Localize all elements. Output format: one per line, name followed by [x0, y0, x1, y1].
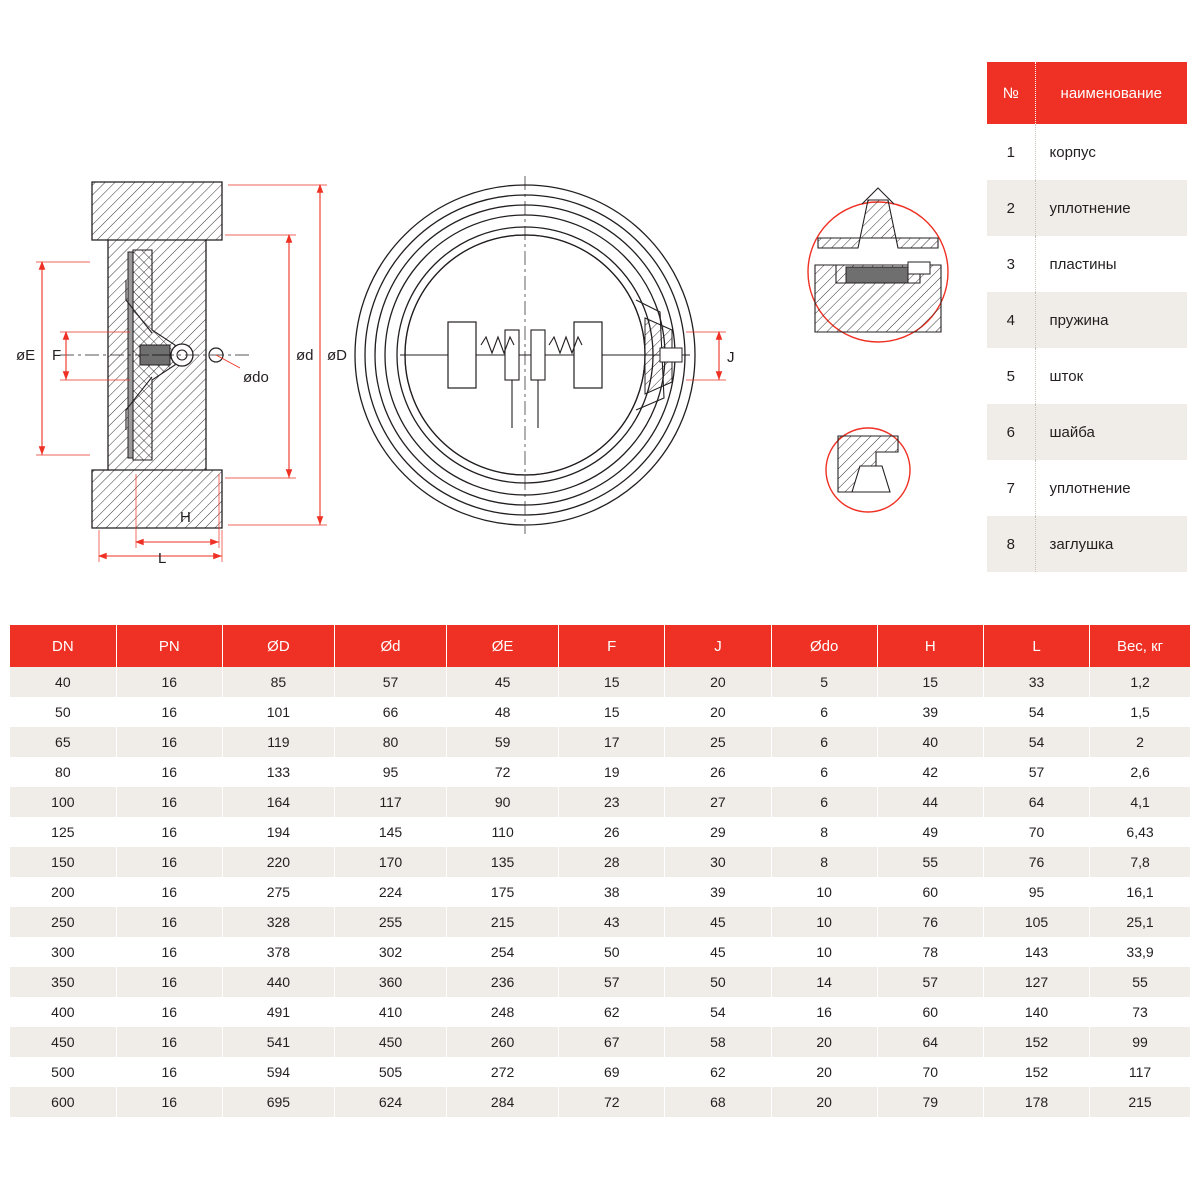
cell-pn: 16	[116, 907, 222, 937]
part-name: шток	[1035, 348, 1187, 404]
cell-l: 105	[983, 907, 1089, 937]
cell-od: 378	[222, 937, 334, 967]
cell-weight: 55	[1090, 967, 1190, 997]
cell-odsm: 117	[334, 787, 446, 817]
cell-odsm: 57	[334, 667, 446, 697]
cell-pn: 16	[116, 667, 222, 697]
cell-weight: 6,43	[1090, 817, 1190, 847]
cell-od: 194	[222, 817, 334, 847]
cell-od: 275	[222, 877, 334, 907]
cell-l: 140	[983, 997, 1089, 1027]
cell-weight: 7,8	[1090, 847, 1190, 877]
table-row	[10, 1027, 1190, 1057]
cell-h: 40	[877, 727, 983, 757]
cell-h: 39	[877, 697, 983, 727]
cell-odsm: 170	[334, 847, 446, 877]
cell-odsm: 505	[334, 1057, 446, 1087]
cell-l: 33	[983, 667, 1089, 697]
cell-weight: 4,1	[1090, 787, 1190, 817]
spec-header-row	[10, 625, 1190, 667]
part-name: корпус	[1035, 124, 1187, 180]
cell-f: 17	[559, 727, 665, 757]
cell-odo: 6	[771, 697, 877, 727]
table-row	[10, 967, 1190, 997]
cell-weight: 1,5	[1090, 697, 1190, 727]
cell-pn: 16	[116, 877, 222, 907]
spec-col-h: H	[877, 625, 983, 667]
cell-odo: 20	[771, 1057, 877, 1087]
cell-oe: 175	[447, 877, 559, 907]
cell-oe: 236	[447, 967, 559, 997]
part-num: 7	[987, 460, 1035, 516]
cell-od: 164	[222, 787, 334, 817]
cell-j: 20	[665, 667, 771, 697]
cell-h: 79	[877, 1087, 983, 1117]
cell-f: 23	[559, 787, 665, 817]
cell-od: 695	[222, 1087, 334, 1117]
spec-col-j: J	[665, 625, 771, 667]
cell-f: 43	[559, 907, 665, 937]
cell-j: 39	[665, 877, 771, 907]
part-name: пружина	[1035, 292, 1187, 348]
cell-dn: 200	[10, 877, 116, 907]
cell-h: 60	[877, 997, 983, 1027]
cell-oe: 284	[447, 1087, 559, 1117]
cell-l: 70	[983, 817, 1089, 847]
dimensions-spec-table	[10, 625, 1190, 1117]
cell-pn: 16	[116, 937, 222, 967]
cell-l: 76	[983, 847, 1089, 877]
cell-f: 69	[559, 1057, 665, 1087]
cell-pn: 16	[116, 727, 222, 757]
cell-h: 60	[877, 877, 983, 907]
cell-pn: 16	[116, 757, 222, 787]
parts-header-num: №	[987, 62, 1035, 124]
cell-dn: 600	[10, 1087, 116, 1117]
part-num: 8	[987, 516, 1035, 572]
cell-weight: 99	[1090, 1027, 1190, 1057]
cell-j: 62	[665, 1057, 771, 1087]
parts-legend-table	[987, 62, 1187, 572]
cell-dn: 400	[10, 997, 116, 1027]
part-name: заглушка	[1035, 516, 1187, 572]
cell-dn: 50	[10, 697, 116, 727]
cell-od: 328	[222, 907, 334, 937]
dim-label-od: ød	[296, 347, 314, 364]
cell-l: 143	[983, 937, 1089, 967]
cell-l: 127	[983, 967, 1089, 997]
cell-l: 64	[983, 787, 1089, 817]
cell-weight: 117	[1090, 1057, 1190, 1087]
cell-odsm: 66	[334, 697, 446, 727]
cell-dn: 300	[10, 937, 116, 967]
cell-od: 119	[222, 727, 334, 757]
cell-odo: 20	[771, 1027, 877, 1057]
table-row	[10, 847, 1190, 877]
cell-odsm: 224	[334, 877, 446, 907]
cell-weight: 2,6	[1090, 757, 1190, 787]
cell-j: 45	[665, 937, 771, 967]
cell-j: 29	[665, 817, 771, 847]
cell-oe: 260	[447, 1027, 559, 1057]
cell-h: 42	[877, 757, 983, 787]
table-row	[10, 1057, 1190, 1087]
cell-dn: 100	[10, 787, 116, 817]
cell-j: 54	[665, 997, 771, 1027]
cell-odo: 8	[771, 817, 877, 847]
cell-oe: 110	[447, 817, 559, 847]
cell-l: 57	[983, 757, 1089, 787]
cell-pn: 16	[116, 1027, 222, 1057]
spec-col-f: F	[559, 625, 665, 667]
cell-j: 58	[665, 1027, 771, 1057]
spec-body	[10, 667, 1190, 1117]
cell-pn: 16	[116, 787, 222, 817]
cell-od: 133	[222, 757, 334, 787]
cell-f: 15	[559, 667, 665, 697]
spec-col-l: L	[983, 625, 1089, 667]
cell-odo: 10	[771, 877, 877, 907]
cell-oe: 59	[447, 727, 559, 757]
cell-pn: 16	[116, 1087, 222, 1117]
cell-oe: 48	[447, 697, 559, 727]
cell-weight: 33,9	[1090, 937, 1190, 967]
cell-l: 152	[983, 1057, 1089, 1087]
table-row	[10, 1087, 1190, 1117]
cell-dn: 80	[10, 757, 116, 787]
part-name: уплотнение	[1035, 460, 1187, 516]
cell-f: 57	[559, 967, 665, 997]
cell-dn: 65	[10, 727, 116, 757]
dim-label-oE: øE	[16, 347, 36, 364]
spec-col-odo: Ødo	[771, 625, 877, 667]
part-num: 6	[987, 404, 1035, 460]
cell-od: 101	[222, 697, 334, 727]
cell-pn: 16	[116, 817, 222, 847]
part-name: шайба	[1035, 404, 1187, 460]
cell-dn: 125	[10, 817, 116, 847]
table-row	[10, 787, 1190, 817]
cell-dn: 500	[10, 1057, 116, 1087]
cell-odo: 6	[771, 727, 877, 757]
cell-odo: 20	[771, 1087, 877, 1117]
table-row	[10, 727, 1190, 757]
cell-dn: 150	[10, 847, 116, 877]
cell-od: 220	[222, 847, 334, 877]
front-view	[355, 176, 695, 534]
part-name: пластины	[1035, 236, 1187, 292]
cell-oe: 90	[447, 787, 559, 817]
cell-odsm: 302	[334, 937, 446, 967]
cell-j: 68	[665, 1087, 771, 1117]
cell-h: 49	[877, 817, 983, 847]
table-row	[987, 348, 1187, 404]
cell-l: 54	[983, 697, 1089, 727]
cell-dn: 350	[10, 967, 116, 997]
cell-odo: 8	[771, 847, 877, 877]
cell-odsm: 360	[334, 967, 446, 997]
cell-f: 62	[559, 997, 665, 1027]
cell-od: 491	[222, 997, 334, 1027]
table-row	[10, 877, 1190, 907]
table-row	[10, 997, 1190, 1027]
cell-j: 25	[665, 727, 771, 757]
cell-odsm: 145	[334, 817, 446, 847]
spec-col-pn: PN	[116, 625, 222, 667]
cell-pn: 16	[116, 967, 222, 997]
table-row	[987, 180, 1187, 236]
cell-oe: 254	[447, 937, 559, 967]
part-num: 3	[987, 236, 1035, 292]
cell-weight: 1,2	[1090, 667, 1190, 697]
cell-f: 50	[559, 937, 665, 967]
part-num: 5	[987, 348, 1035, 404]
cell-weight: 215	[1090, 1087, 1190, 1117]
cell-odo: 10	[771, 937, 877, 967]
table-row	[987, 124, 1187, 180]
cell-j: 30	[665, 847, 771, 877]
cell-od: 85	[222, 667, 334, 697]
table-row	[987, 236, 1187, 292]
cell-odsm: 624	[334, 1087, 446, 1117]
dim-label-odo: ødo	[243, 369, 269, 386]
table-row	[10, 757, 1190, 787]
cell-h: 70	[877, 1057, 983, 1087]
section-view	[60, 182, 250, 528]
detail-plug-geometry	[838, 436, 898, 492]
cell-dn: 250	[10, 907, 116, 937]
cell-h: 57	[877, 967, 983, 997]
cell-f: 28	[559, 847, 665, 877]
table-row	[10, 907, 1190, 937]
cell-dn: 40	[10, 667, 116, 697]
cell-h: 64	[877, 1027, 983, 1057]
cell-weight: 2	[1090, 727, 1190, 757]
dim-label-L: L	[158, 550, 167, 567]
table-row	[10, 697, 1190, 727]
cell-odo: 6	[771, 757, 877, 787]
table-row	[987, 460, 1187, 516]
table-row	[10, 667, 1190, 697]
dim-label-oD: øD	[327, 347, 347, 364]
cell-j: 26	[665, 757, 771, 787]
table-row	[10, 937, 1190, 967]
cell-l: 152	[983, 1027, 1089, 1057]
cell-oe: 248	[447, 997, 559, 1027]
cell-l: 95	[983, 877, 1089, 907]
table-row	[987, 292, 1187, 348]
valve-technical-drawing	[0, 0, 975, 610]
parts-header-row	[987, 62, 1187, 124]
dim-label-J: J	[727, 349, 735, 366]
parts-header-name: наименование	[1035, 62, 1187, 124]
cell-j: 50	[665, 967, 771, 997]
dim-label-F: F	[52, 347, 62, 364]
cell-odsm: 80	[334, 727, 446, 757]
cell-h: 15	[877, 667, 983, 697]
cell-odo: 14	[771, 967, 877, 997]
cell-l: 178	[983, 1087, 1089, 1117]
cell-weight: 16,1	[1090, 877, 1190, 907]
cell-odo: 10	[771, 907, 877, 937]
cell-l: 54	[983, 727, 1089, 757]
cell-f: 19	[559, 757, 665, 787]
cell-f: 72	[559, 1087, 665, 1117]
detail-seat-geometry	[815, 188, 941, 332]
cell-h: 76	[877, 907, 983, 937]
parts-body	[987, 124, 1187, 572]
spec-col-oe: ØE	[447, 625, 559, 667]
spec-col-odsm: Ød	[334, 625, 446, 667]
cell-odsm: 450	[334, 1027, 446, 1057]
cell-pn: 16	[116, 697, 222, 727]
cell-weight: 25,1	[1090, 907, 1190, 937]
cell-weight: 73	[1090, 997, 1190, 1027]
table-row	[987, 404, 1187, 460]
spec-col-od: ØD	[222, 625, 334, 667]
cell-od: 594	[222, 1057, 334, 1087]
cell-f: 15	[559, 697, 665, 727]
cell-odo: 6	[771, 787, 877, 817]
dim-label-H: H	[180, 509, 191, 526]
cell-oe: 135	[447, 847, 559, 877]
cell-odo: 16	[771, 997, 877, 1027]
cell-odsm: 255	[334, 907, 446, 937]
cell-pn: 16	[116, 1057, 222, 1087]
cell-j: 27	[665, 787, 771, 817]
spec-col-weight: Вес, кг	[1090, 625, 1190, 667]
cell-f: 38	[559, 877, 665, 907]
cell-h: 55	[877, 847, 983, 877]
cell-f: 67	[559, 1027, 665, 1057]
part-num: 2	[987, 180, 1035, 236]
cell-j: 20	[665, 697, 771, 727]
table-row	[10, 817, 1190, 847]
table-row	[987, 516, 1187, 572]
cell-odsm: 95	[334, 757, 446, 787]
cell-oe: 45	[447, 667, 559, 697]
cell-oe: 72	[447, 757, 559, 787]
cell-h: 78	[877, 937, 983, 967]
cell-od: 541	[222, 1027, 334, 1057]
part-num: 4	[987, 292, 1035, 348]
cell-h: 44	[877, 787, 983, 817]
cell-pn: 16	[116, 847, 222, 877]
spec-col-dn: DN	[10, 625, 116, 667]
cell-odsm: 410	[334, 997, 446, 1027]
cell-f: 26	[559, 817, 665, 847]
cell-od: 440	[222, 967, 334, 997]
cell-oe: 272	[447, 1057, 559, 1087]
cell-oe: 215	[447, 907, 559, 937]
cell-dn: 450	[10, 1027, 116, 1057]
part-name: уплотнение	[1035, 180, 1187, 236]
cell-pn: 16	[116, 997, 222, 1027]
cell-j: 45	[665, 907, 771, 937]
part-num: 1	[987, 124, 1035, 180]
cell-odo: 5	[771, 667, 877, 697]
